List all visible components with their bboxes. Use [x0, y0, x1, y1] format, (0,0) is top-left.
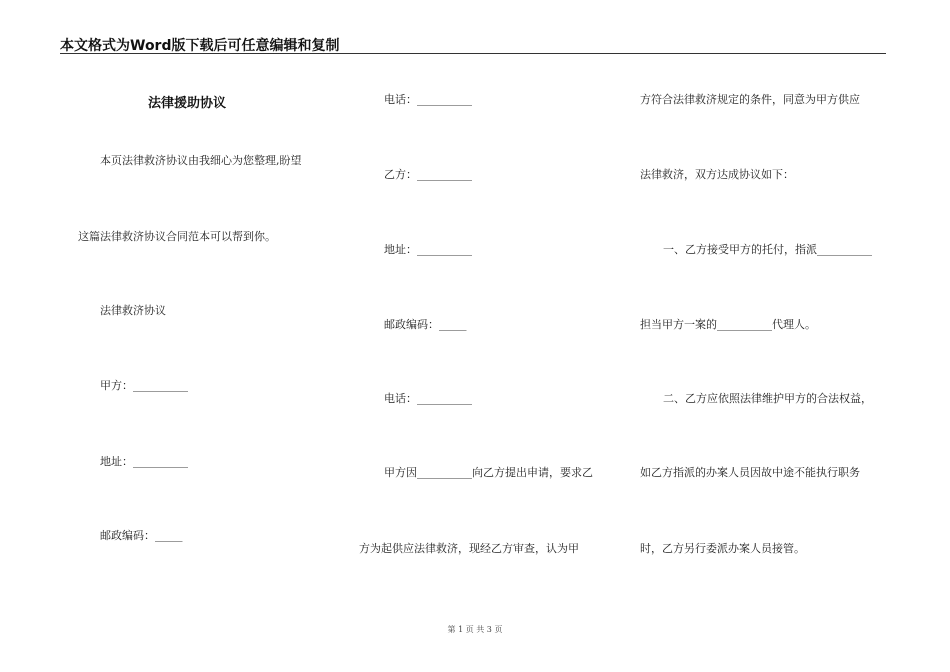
col2-line-6: 甲方因__________向乙方提出申请，要求乙 [384, 466, 593, 479]
col2-line-7: 方为起供应法律救济，现经乙方审查，认为甲 [359, 542, 579, 555]
col3-line-5: 二、乙方应依照法律维护甲方的合法权益， [663, 392, 872, 405]
page-number: 第 1 页 共 3 页 [447, 625, 503, 634]
col1-line-2: 这篇法律救济协议合同范本可以帮到你。 [78, 230, 276, 243]
col2-line-1: 电话：__________ [384, 93, 472, 106]
col3-line-2: 法律救济，双方达成协议如下： [640, 168, 794, 181]
col1-line-3: 法律救济协议 [100, 304, 166, 317]
col1-line-1: 本页法律救济协议由我细心为您整理,盼望 [100, 154, 302, 167]
document-title: 法律援助协议 [148, 96, 227, 111]
col3-line-1: 方符合法律救济规定的条件，同意为甲方供应 [640, 93, 860, 106]
page-header [60, 33, 886, 54]
page-footer [0, 624, 950, 635]
col1-line-6: 邮政编码：_____ [100, 529, 183, 542]
col3-line-4: 担当甲方一案的__________代理人。 [640, 318, 816, 331]
col1-line-5: 地址：__________ [100, 455, 188, 468]
col2-line-2: 乙方：__________ [384, 168, 472, 181]
col3-line-6: 如乙方指派的办案人员因故中途不能执行职务 [640, 466, 860, 479]
col3-line-7: 时，乙方另行委派办案人员接管。 [640, 542, 805, 555]
col2-line-3: 地址：__________ [384, 243, 472, 256]
col2-line-5: 电话：__________ [384, 392, 472, 405]
col3-line-3: 一、乙方接受甲方的托付，指派__________ [663, 243, 872, 256]
col2-line-4: 邮政编码：_____ [384, 318, 467, 331]
header-title: 本文格式为Word版下载后可任意编辑和复制 [60, 38, 340, 54]
col1-line-4: 甲方：__________ [100, 379, 188, 392]
